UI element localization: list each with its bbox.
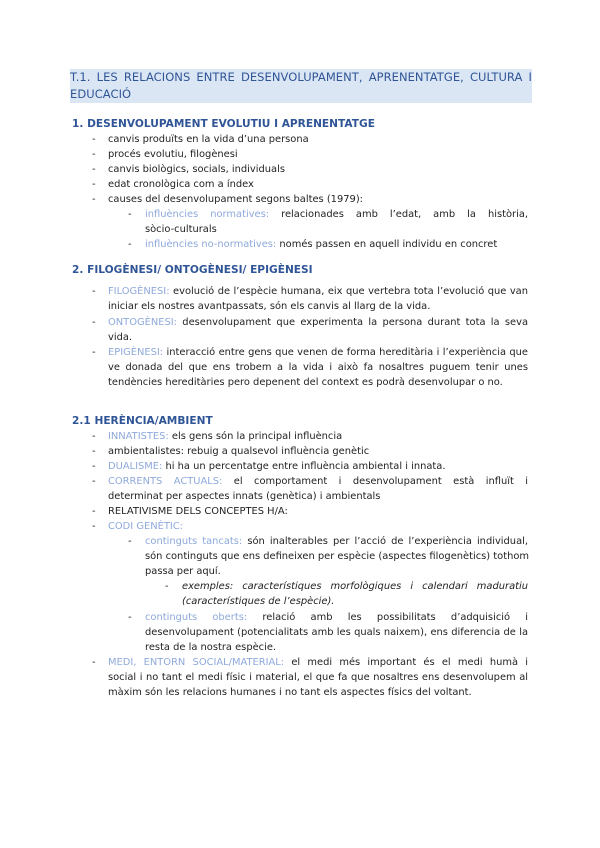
bullet-dash: - (128, 536, 132, 547)
innatistes-item (108, 430, 342, 444)
bullet-dash: - (92, 179, 96, 190)
bullet-dash: - (92, 134, 96, 145)
oberts-line-3: resta de la nostra espècie. (145, 642, 277, 653)
bullet-dash: - (92, 521, 96, 532)
sub-item-normatives (145, 208, 528, 222)
medi-line-1 (108, 656, 528, 670)
ambientalistes-item: ambientalistes: rebuig a qualsevol influència genètic (108, 446, 370, 457)
filogenesi-line-1 (108, 285, 528, 299)
bullet-dash: - (92, 286, 96, 297)
term-text: relacionades amb l’edat, amb la història, (281, 209, 529, 220)
medi-line-3: màxim són les relacions humanes i no tant els aspectes físics del voltant. (108, 687, 472, 698)
term-text: els gens són la principal influència (171, 431, 343, 442)
document-title (70, 69, 532, 103)
ontogenesi-line-2: vida. (108, 332, 133, 343)
term-label: CORRENTS ACTUALS: (108, 476, 223, 487)
list-item: canvis produïts en la vida d’una persona (108, 134, 309, 145)
bullet-dash: - (92, 461, 96, 472)
term-text: el comportament i desenvolupament està influït i (233, 476, 528, 487)
epigenesi-line-3: tendències hereditàries pero depenent del context es podrà desenvolupar o no. (108, 377, 503, 388)
term-label: FILOGÈNESI: (108, 286, 170, 297)
term-text: desenvolupament que experimenta la persona durant tota la seva (182, 317, 529, 328)
term-label: ONTOGÈNESI: (108, 317, 177, 328)
term-label: DUALISME: (108, 461, 163, 472)
tancats-line-3: passa per aquí. (145, 566, 221, 577)
filogenesi-line-2: iniciar els nostres avantpassats, són els canvis al llarg de la vida. (108, 301, 431, 312)
bullet-dash: - (92, 317, 96, 328)
term-label: continguts oberts: (145, 612, 248, 623)
bullet-dash: - (92, 194, 96, 205)
list-item: procés evolutiu, filogènesi (108, 149, 238, 160)
bullet-dash: - (92, 446, 96, 457)
section-1-heading: 1. DESENVOLUPAMENT EVOLUTIU I APRENENTATGE (72, 118, 375, 130)
exemples-line-2: (característiques de l’espècie). (182, 596, 335, 607)
term-text: relació amb les possibilitats d’adquisició i (262, 612, 529, 623)
list-item: canvis biològics, socials, individuals (108, 164, 285, 175)
term-label: MEDI, ENTORN SOCIAL/MATERIAL: (108, 657, 285, 668)
epigenesi-line-2: ve donada del que ens trobem a la vida i això fa nosaltres puguem tenir unes (108, 362, 528, 373)
bullet-dash: - (92, 476, 96, 487)
bullet-dash: - (128, 209, 132, 220)
list-item: causes del desenvolupament segons baltes (1979): (108, 194, 363, 205)
bullet-dash: - (92, 506, 96, 517)
term-text: són inalterables per l’acció de l’experiència individual, (247, 536, 529, 547)
oberts-line-1 (145, 611, 528, 625)
term-text: només passen en aquell individu en concret (279, 239, 498, 250)
term-label: influències normatives: (145, 209, 270, 220)
sub-item-normatives-cont: sòcio-culturals (145, 224, 217, 235)
bullet-dash: - (165, 581, 169, 592)
oberts-line-2: desenvolupament (potencialitats amb les quals naixem), ens diferencia de la (145, 627, 528, 638)
dualisme-item (108, 460, 446, 474)
corrents-line-1 (108, 475, 528, 489)
ontogenesi-line-1 (108, 316, 528, 330)
epigenesi-line-1 (108, 346, 528, 360)
sub-item-no-normatives (145, 238, 497, 252)
bullet-dash: - (92, 149, 96, 160)
title-line-2: EDUCACIÓ (70, 87, 132, 101)
section-2-heading: 2. FILOGÈNESI/ ONTOGÈNESI/ EPIGÈNESI (72, 264, 313, 276)
title-line-1: T.1. LES RELACIONS ENTRE DESENVOLUPAMENT, APRENENTATGE, CULTURA I (70, 70, 532, 84)
tancats-line-1 (145, 535, 528, 549)
relativisme-item: RELATIVISME DELS CONCEPTES H/A: (108, 506, 288, 517)
codi-genetic-item: CODI GENÈTIC: (108, 521, 184, 532)
term-label: EPIGÈNESI: (108, 347, 164, 358)
tancats-line-2: són continguts que ens defineixen per espècie (aspectes filogenètics) tothom (145, 551, 530, 562)
list-item: edat cronològica com a índex (108, 179, 254, 190)
bullet-dash: - (92, 164, 96, 175)
bullet-dash: - (128, 239, 132, 250)
bullet-dash: - (92, 347, 96, 358)
term-text: el medi més important és el medi humà i (291, 657, 528, 668)
bullet-dash: - (92, 431, 96, 442)
term-label: INNATISTES: (108, 431, 169, 442)
bullet-dash: - (92, 657, 96, 668)
section-2-1-heading: 2.1 HERÈNCIA/AMBIENT (72, 415, 213, 427)
bullet-dash: - (128, 612, 132, 623)
term-text: interacció entre gens que venen de forma hereditària i l’experiència que (166, 347, 528, 358)
term-text: hi ha un percentatge entre influència ambiental i innata. (165, 461, 446, 472)
term-label: continguts tancats: (145, 536, 243, 547)
exemples-line-1: exemples: característiques morfològiques i calendari maduratiu (182, 581, 528, 592)
term-text: evolució de l’espècie humana, eix que vertebra tota l’evolució que van (173, 286, 528, 297)
corrents-line-2: determinat per aspectes innats (genètica) i ambientals (108, 491, 381, 502)
medi-line-2: social i no tant el medi físic i material, el que fa que nosaltres ens desenvolupem al (108, 672, 528, 683)
term-label: influències no-normatives: (145, 239, 277, 250)
